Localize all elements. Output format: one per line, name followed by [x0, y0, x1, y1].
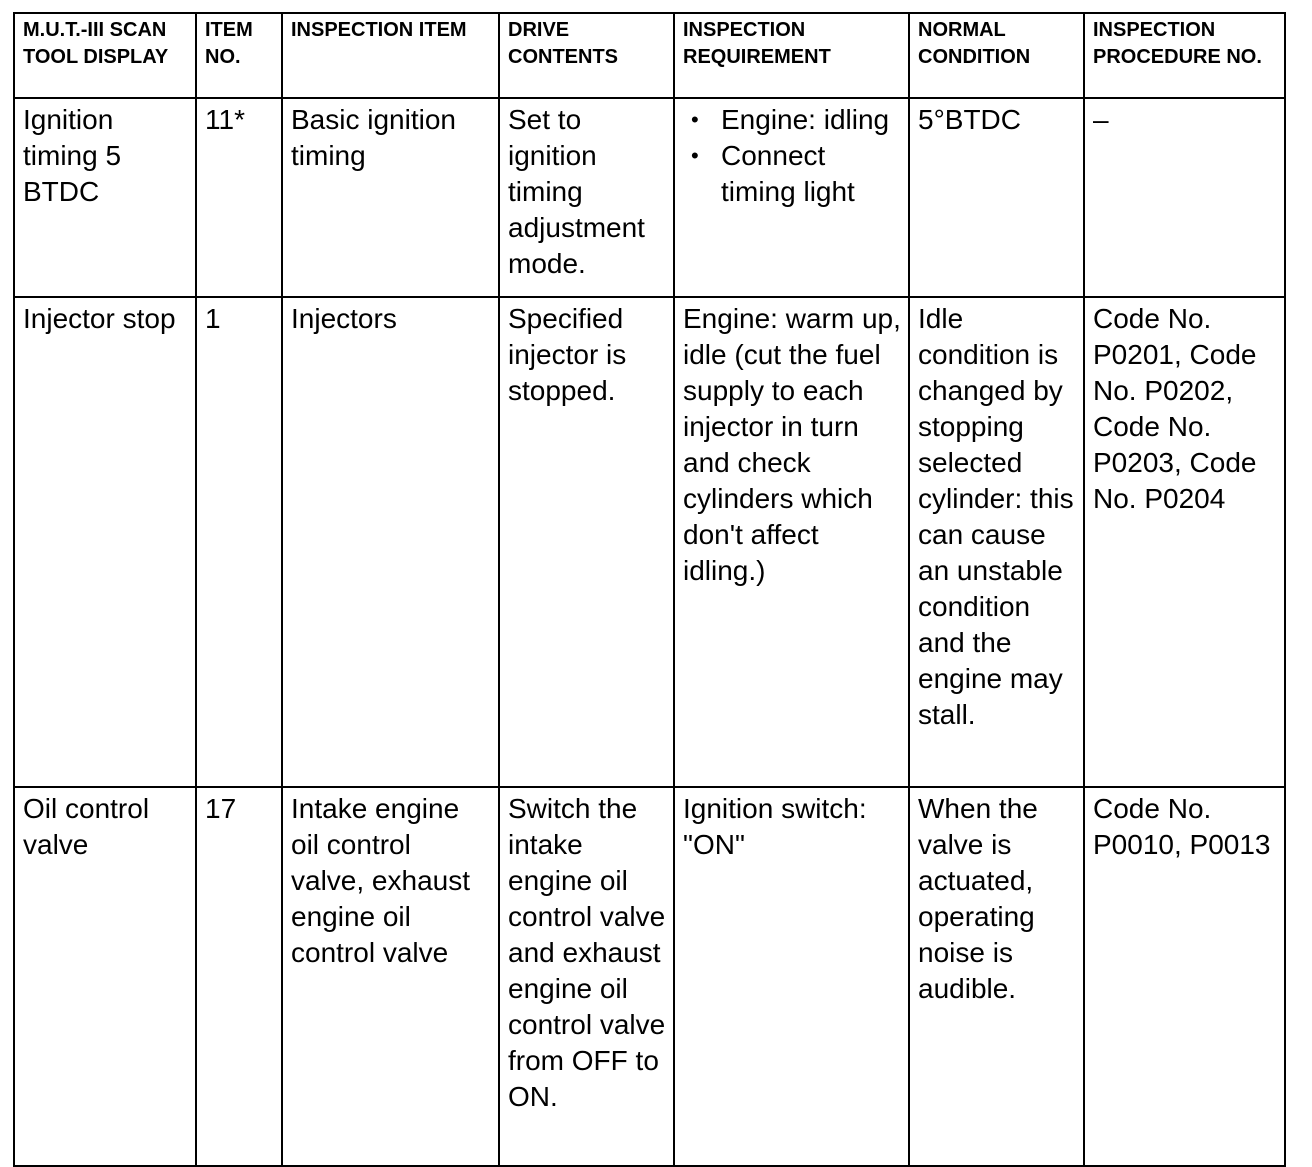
header-inspection-item: INSPECTION ITEM [282, 13, 499, 98]
list-item [691, 138, 901, 210]
header-normal-condition: NORMAL CONDITION [909, 13, 1084, 98]
cell-drive-contents: Specified injector is stopped. [499, 297, 674, 787]
bullet-icon: • [691, 143, 699, 168]
cell-display: Injector stop [14, 297, 196, 787]
header-procedure-no: INSPECTION PROCEDURE NO. [1084, 13, 1285, 98]
cell-inspection-requirement: Engine: warm up, idle (cut the fuel supply to each injector in turn and check cylinders which don't affect idling.) [674, 297, 909, 787]
cell-inspection-requirement [674, 98, 909, 297]
header-drive-contents: DRIVE CONTENTS [499, 13, 674, 98]
header-row [14, 13, 1285, 98]
header-item-no: ITEM NO. [196, 13, 282, 98]
requirement-text: Connect timing light [721, 140, 855, 207]
cell-inspection-item: Intake engine oil control valve, exhaust engine oil control valve [282, 787, 499, 1166]
cell-inspection-item: Basic ignition timing [282, 98, 499, 297]
cell-display: Ignition timing 5 BTDC [14, 98, 196, 297]
bullet-icon: • [691, 107, 699, 132]
table-row [14, 787, 1285, 1166]
table-row [14, 297, 1285, 787]
requirement-text: Engine: idling [721, 104, 890, 135]
cell-inspection-item: Injectors [282, 297, 499, 787]
cell-display: Oil control valve [14, 787, 196, 1166]
cell-inspection-requirement: Ignition switch: "ON" [674, 787, 909, 1166]
cell-item-no: 1 [196, 297, 282, 787]
cell-item-no: 17 [196, 787, 282, 1166]
cell-normal-condition: When the valve is actuated, operating noise is audible. [909, 787, 1084, 1166]
cell-drive-contents: Switch the intake engine oil control valve and exhaust engine oil control valve from OFF to ON. [499, 787, 674, 1166]
cell-procedure-no: – [1084, 98, 1285, 297]
actuator-test-table [13, 12, 1286, 1167]
cell-normal-condition: 5°BTDC [909, 98, 1084, 297]
cell-normal-condition: Idle condition is changed by stopping selected cylinder: this can cause an unstable condition and the engine may stall. [909, 297, 1084, 787]
cell-item-no: 11* [196, 98, 282, 297]
list-item [691, 102, 901, 138]
cell-drive-contents: Set to ignition timing adjustment mode. [499, 98, 674, 297]
header-scan-tool-display: M.U.T.-III SCAN TOOL DISPLAY [14, 13, 196, 98]
table-row [14, 98, 1285, 297]
requirement-list [683, 102, 901, 210]
header-inspection-requirement: INSPECTION REQUIREMENT [674, 13, 909, 98]
cell-procedure-no: Code No. P0010, P0013 [1084, 787, 1285, 1166]
cell-procedure-no: Code No. P0201, Code No. P0202, Code No. P0203, Code No. P0204 [1084, 297, 1285, 787]
